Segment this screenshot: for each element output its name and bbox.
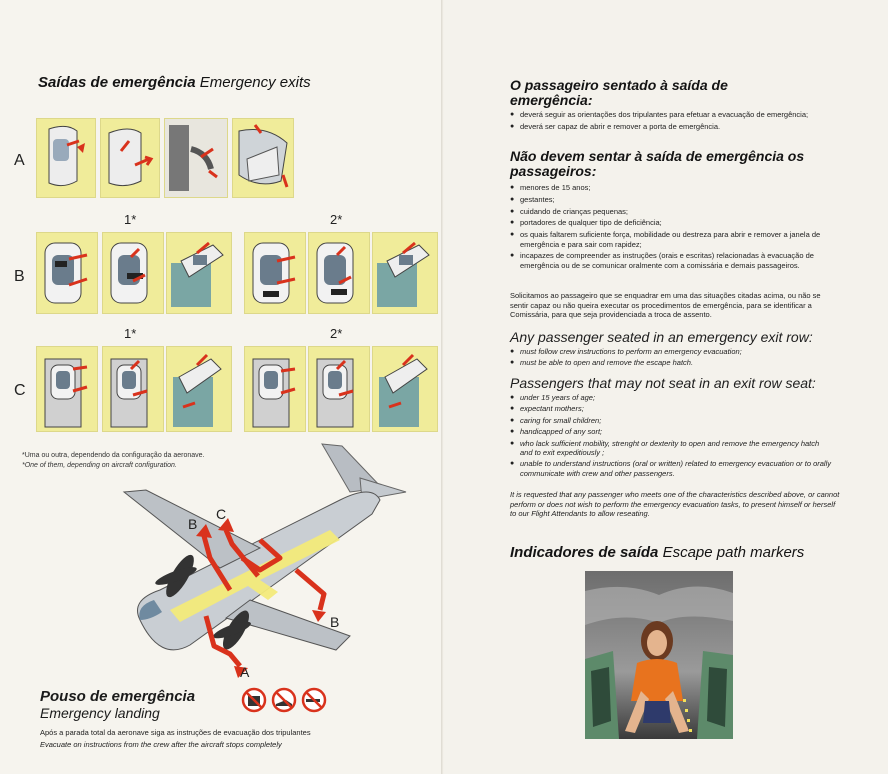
list-item: ● under 15 years of age; xyxy=(510,393,832,403)
list-item: ● unable to understand instructions (oral or written) related to emergency evacuation or to orally communicate with crew and other passengers. xyxy=(510,459,832,478)
seated-title-pt: O passageiro sentado à saída de emergência: xyxy=(510,77,728,108)
exit-c2-step-2 xyxy=(308,346,370,432)
exit-a-step-1 xyxy=(36,118,96,198)
seated-title-en: Any passenger seated in an emergency exit row: xyxy=(510,329,813,345)
landing-title-pt: Pouso de emergência xyxy=(40,688,196,705)
exit-b2-step-1 xyxy=(244,232,306,314)
exit-c2-step-3 xyxy=(372,346,438,432)
list-item: ● deverá seguir as orientações dos tripulantes para efetuar a evacuação de emergência; xyxy=(510,110,820,120)
markers-title xyxy=(510,544,804,561)
diagram-label-a: A xyxy=(240,664,250,680)
option-label-3: 1* xyxy=(124,326,137,341)
exits-title-en: Emergency exits xyxy=(199,74,311,91)
exit-a-step-3 xyxy=(164,118,228,198)
diagram-label-b-lower: B xyxy=(330,614,340,630)
exit-b1-step-1 xyxy=(36,232,98,314)
list-item: ● handicapped of any sort; xyxy=(510,427,832,437)
list-item: ● deverá ser capaz de abrir e remover a porta de emergência. xyxy=(510,122,820,132)
exits-title-pt: Saídas de emergência xyxy=(38,74,196,91)
landing-title-en: Emergency landing xyxy=(40,705,160,721)
list-item: ● menores de 15 anos; xyxy=(510,183,832,193)
list-item: ● who lack sufficient mobility, strenght or dexterity to open and remove the emergency hatch and to exit expeditiously ; xyxy=(510,439,832,458)
option-label-4: 2* xyxy=(330,326,343,341)
no-high-heels-icon xyxy=(273,689,295,711)
exit-c1-step-3 xyxy=(166,346,232,432)
row-label-b: B xyxy=(14,268,25,285)
diagram-label-b-upper: B xyxy=(188,516,198,532)
seated-list-pt xyxy=(510,110,820,134)
list-item: ● expectant mothers; xyxy=(510,404,832,414)
exit-c1-step-2 xyxy=(102,346,164,432)
list-item: ● gestantes; xyxy=(510,195,832,205)
option-label-2: 2* xyxy=(330,212,343,227)
exit-b1-step-2 xyxy=(102,232,164,314)
option-label-1: 1* xyxy=(124,212,137,227)
escape-path-markers-illustration xyxy=(585,571,733,739)
list-item: ● must follow crew instructions to perform an emergency evacuation; xyxy=(510,347,832,357)
list-item: ● incapazes de compreender as instruções (orais e escritas) relacionadas à evacuação de emergência ou de se comunicar oralmente com a comissária e demais passageiros. xyxy=(510,251,832,270)
row-label-a: A xyxy=(14,152,25,169)
markers-title-pt: Indicadores de saída xyxy=(510,544,659,561)
diagram-label-c: C xyxy=(216,506,227,522)
right-page xyxy=(444,0,888,774)
request-paragraph-en: It is requested that any passenger who meets one of the characteristics described above, or cannot perform or does not wish to perform the emergency evacuation tasks, to present himself or herself to our Flight Attendants to allow reseating. xyxy=(510,490,840,518)
footnote-pt: *Uma ou outra, dependendo da configuração da aeronave. xyxy=(22,452,205,459)
not-seated-list-en xyxy=(510,393,832,480)
row-label-c: C xyxy=(14,382,26,399)
landing-pictograms xyxy=(240,686,330,714)
footnote-en: *One of them, depending on aircraft configuration. xyxy=(22,462,177,469)
list-item: ● caring for small children; xyxy=(510,416,832,426)
aircraft-evacuation-diagram xyxy=(110,440,440,690)
list-item: ● os quais faltarem suficiente força, mobilidade ou destreza para abrir e remover a janela de emergência e para sair com rapidez; xyxy=(510,230,832,249)
landing-text-pt: Após a parada total da aeronave siga as instruções de evacuação dos tripulantes xyxy=(40,728,311,737)
exit-a-step-4 xyxy=(232,118,294,198)
markers-title-en: Escape path markers xyxy=(662,544,805,561)
no-baggage-icon xyxy=(243,689,265,711)
request-paragraph-pt: Solicitamos ao passageiro que se enquadrar em uma das situações citadas acima, ou não se sentir capaz ou não queira executar os procedimentos de emergência, para se identificar a Comissária, para que seja providenciada a troca de assento. xyxy=(510,291,821,319)
not-seated-title-pt: Não devem sentar à saída de emergência os passageiros: xyxy=(510,148,805,179)
exits-title xyxy=(38,74,311,91)
not-seated-list-pt xyxy=(510,183,832,273)
no-smoking-icon xyxy=(303,689,325,711)
seated-list-en xyxy=(510,347,832,370)
landing-text-en: Evacuate on instructions from the crew after the aircraft stops completely xyxy=(40,740,282,749)
list-item: ● must be able to open and remove the escape hatch. xyxy=(510,358,832,368)
exit-a-step-2 xyxy=(100,118,160,198)
list-item: ● portadores de qualquer tipo de deficiência; xyxy=(510,218,832,228)
exit-c1-step-1 xyxy=(36,346,98,432)
exit-b2-step-2 xyxy=(308,232,370,314)
exit-c2-step-1 xyxy=(244,346,306,432)
exit-b2-step-3 xyxy=(372,232,438,314)
exit-b1-step-3 xyxy=(166,232,232,314)
list-item: ● cuidando de crianças pequenas; xyxy=(510,207,832,217)
not-seated-title-en: Passengers that may not seat in an exit row seat: xyxy=(510,375,816,391)
